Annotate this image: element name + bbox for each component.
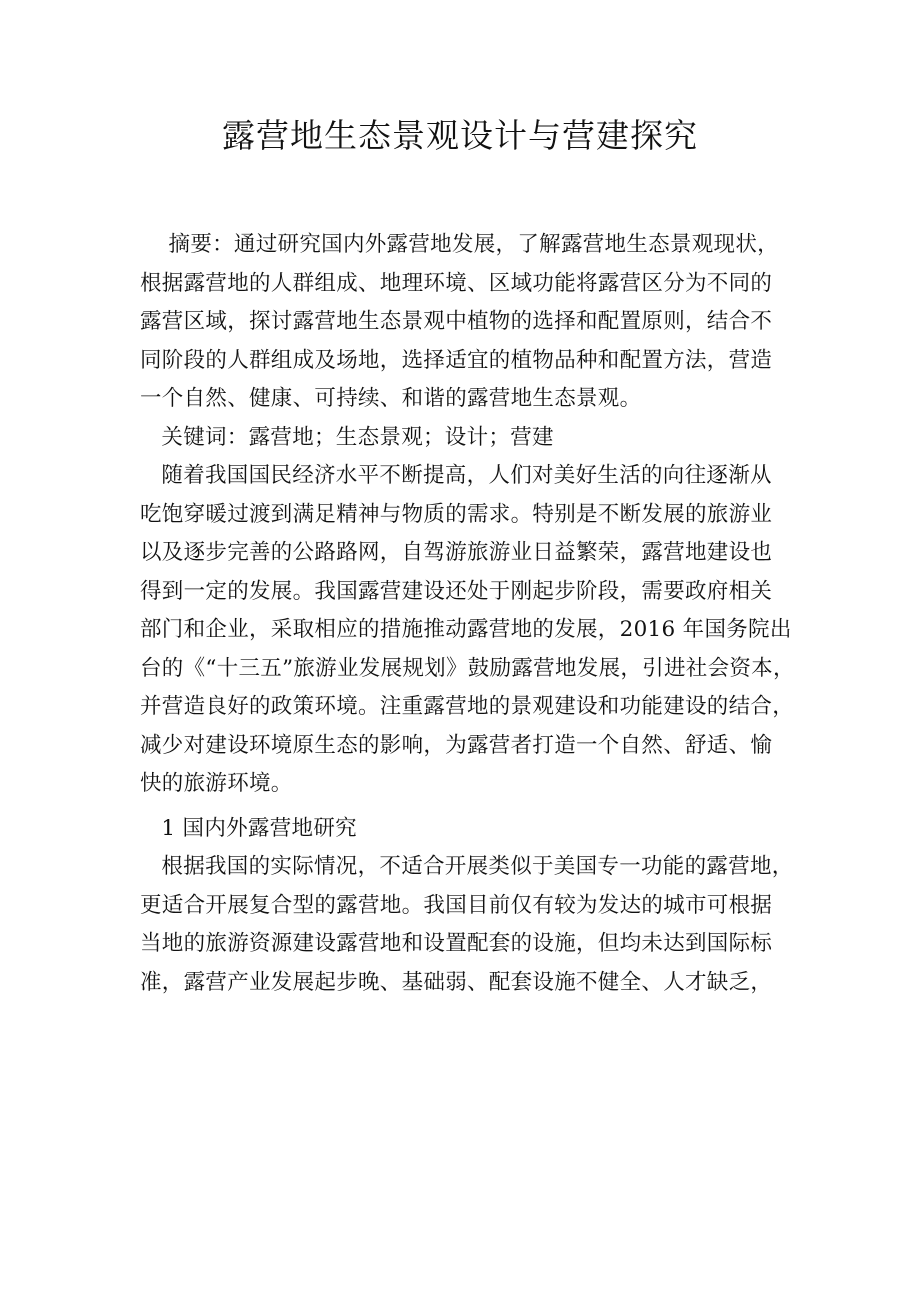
document-title: 露营地生态景观设计与营建探究	[222, 116, 698, 155]
document-body	[140, 226, 795, 1002]
intro-line: 快的旅游环境。	[140, 771, 293, 796]
intro-line: 随着我国国民经济水平不断提高，人们对美好生活的向往逐渐从	[140, 463, 772, 488]
intro-line: 并营造良好的政策环境。注重露营地的景观建设和功能建设的结合，	[140, 694, 795, 719]
intro-line: 得到一定的发展。我国露营建设还处于刚起步阶段，需要政府相关	[140, 578, 773, 604]
intro-line: 部门和企业，采取相应的措施推动露营地的发展，2016 年国务院出	[140, 617, 792, 642]
section-line: 准，露营产业发展起步晚、基础弱、配套设施不健全、人才缺乏，	[140, 969, 773, 995]
intro-line: 台的《“十三五”旅游业发展规划》鼓励露营地发展，引进社会资本，	[140, 655, 795, 681]
section-1	[140, 810, 794, 1003]
keywords-line: 关键词：露营地；生态景观；设计；营建	[140, 424, 554, 450]
intro-line: 吃饱穿暖过渡到满足精神与物质的需求。特别是不断发展的旅游业	[140, 501, 773, 527]
section-line: 根据我国的实际情况，不适合开展类似于美国专一功能的露营地，	[140, 854, 794, 879]
section-heading: 1 国内外露营地研究	[140, 815, 357, 841]
abstract-line: 同阶段的人群组成及场地，选择适宜的植物品种和配置方法，营造	[140, 347, 773, 373]
keywords-paragraph	[140, 419, 780, 458]
section-line: 更适合开展复合型的露营地。我国目前仅有较为发达的城市可根据	[140, 892, 773, 918]
section-line: 当地的旅游资源建设露营地和设置配套的设施，但均未达到国际标	[140, 931, 773, 956]
abstract-line: 摘要：通过研究国内外露营地发展，了解露营地生态景观现状，	[140, 232, 779, 257]
abstract-line: 露营区域，探讨露营地生态景观中植物的选择和配置原则，结合不	[140, 309, 773, 334]
abstract-line: 根据露营地的人群组成、地理环境、区域功能将露营区分为不同的	[140, 270, 773, 296]
abstract-line: 一个自然、健康、可持续、和谐的露营地生态景观。	[140, 386, 642, 411]
intro-line: 以及逐步完善的公路路网，自驾游旅游业日益繁荣，露营地建设也	[140, 540, 773, 565]
abstract-paragraph	[140, 226, 780, 419]
intro-line: 减少对建设环境原生态的影响，为露营者打造一个自然、舒适、愉	[140, 732, 773, 758]
intro-paragraph	[140, 457, 795, 804]
